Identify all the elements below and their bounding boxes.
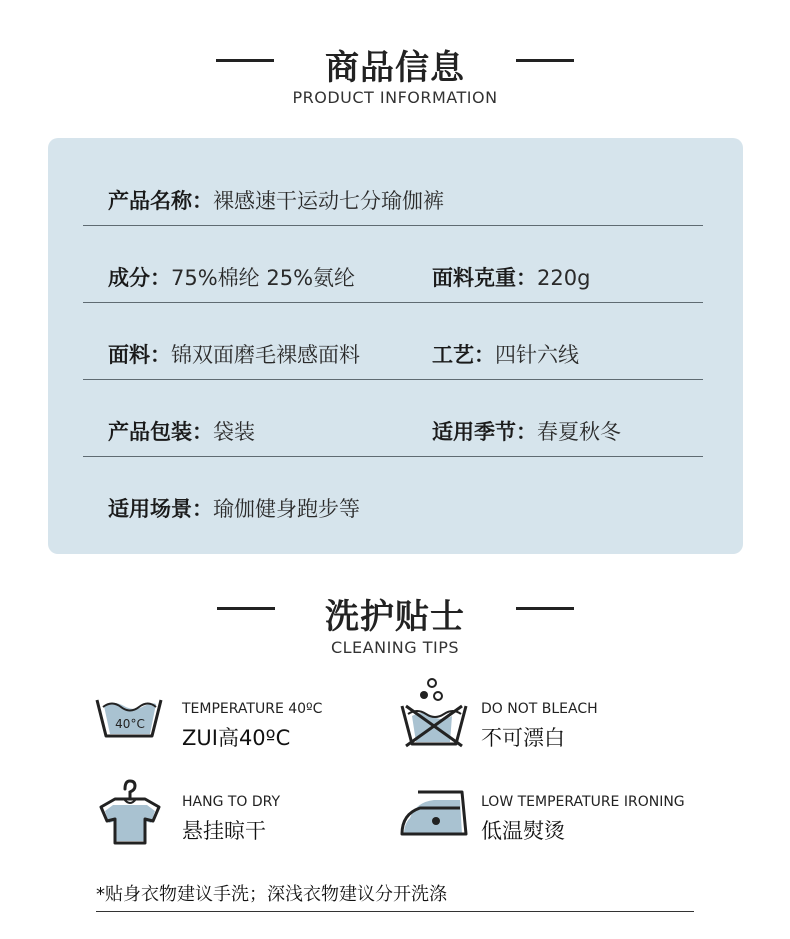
iron-cn: 低温熨烫 [481,819,565,843]
wash-temp-badge: 40°C [115,717,145,731]
care-title: 洗护贴士 [325,597,465,637]
craft-row [432,339,579,369]
product-name-row [108,185,444,215]
temperature-cn: ZUI高40ºC [182,726,291,750]
season-value: 春夏秋冬 [537,420,621,444]
low-iron-icon [398,788,470,840]
scene-label: 适用场景： [108,497,213,521]
product-info-title: 商品信息 [325,48,465,88]
weight-label: 面料克重： [432,266,537,290]
product-name-value: 裸感速干运动七分瑜伽裤 [213,189,444,213]
care-note: *贴身衣物建议手洗；深浅衣物建议分开洗涤 [96,884,447,905]
care-subtitle: CLEANING TIPS [330,638,460,657]
hang-dry-icon [97,777,163,847]
packaging-label: 产品包装： [108,420,213,444]
composition-value: 75%棉纶 25%氨纶 [171,266,356,290]
bleach-en: DO NOT BLEACH [481,701,598,717]
packaging-row [108,416,255,446]
divider [83,225,703,226]
hang-cn: 悬挂晾干 [182,819,266,843]
temperature-en: TEMPERATURE 40ºC [182,701,323,717]
season-row [432,416,621,446]
divider [83,379,703,380]
weight-row [432,262,590,292]
note-underline [96,911,694,912]
craft-label: 工艺： [432,343,495,367]
title-dash-right [516,607,574,610]
iron-en: LOW TEMPERATURE IRONING [481,794,685,810]
wash-40-icon [94,694,164,744]
craft-value: 四针六线 [495,343,579,367]
fabric-label: 面料： [108,343,171,367]
divider [83,456,703,457]
scene-value: 瑜伽健身跑步等 [213,497,360,521]
bleach-cn: 不可漂白 [481,726,565,750]
product-info-subtitle: PRODUCT INFORMATION [292,88,498,107]
title-dash-right [516,59,574,62]
season-label: 适用季节： [432,420,537,444]
hang-en: HANG TO DRY [182,794,281,810]
fabric-value: 锦双面磨毛裸感面料 [171,343,360,367]
composition-label: 成分： [108,266,171,290]
weight-value: 220g [537,266,591,290]
divider [83,302,703,303]
scene-row [108,493,360,523]
no-bleach-icon [398,676,470,748]
composition-row [108,262,355,292]
product-name-label: 产品名称： [108,189,213,213]
fabric-row [108,339,360,369]
packaging-value: 袋装 [213,420,255,444]
